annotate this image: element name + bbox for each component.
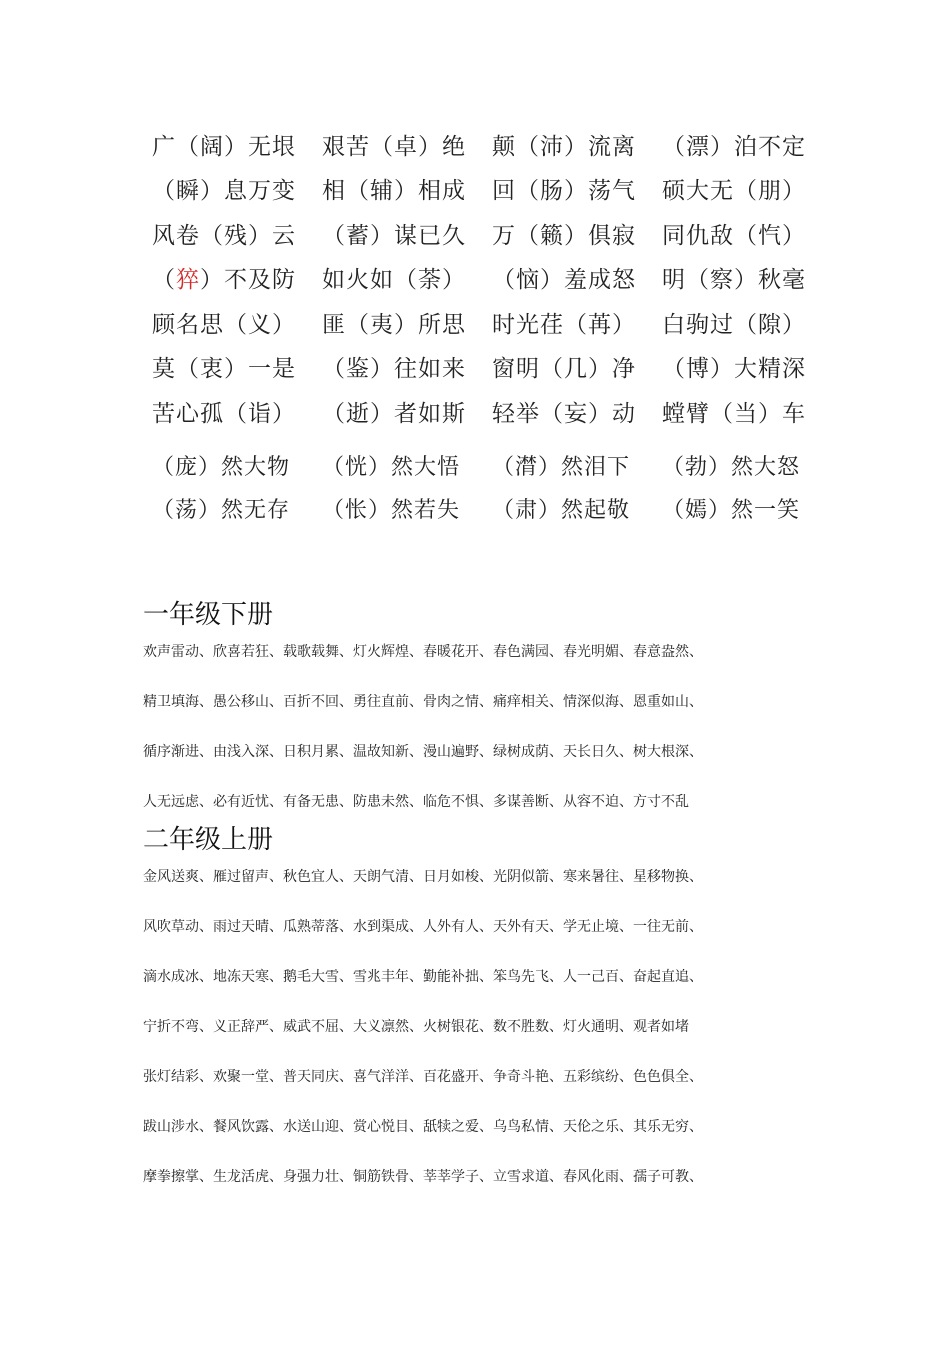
section-title: 一年级下册	[143, 600, 274, 630]
idiom-line: 风吹草动、雨过天晴、瓜熟蒂落、水到渠成、人外有人、天外有天、学无止境、一往无前、	[143, 919, 703, 935]
idiom-cell: 颠（沛）流离	[492, 133, 636, 160]
idiom-cell: （肃）然起敬	[492, 497, 631, 523]
idiom-grid-row	[152, 389, 832, 434]
idiom-cell: 匪（夷）所思	[322, 311, 466, 338]
idiom-cell: （蓄）谋已久	[322, 222, 466, 249]
idiom-line: 摩拳擦掌、生龙活虎、身强力壮、铜筋铁骨、莘莘学子、立雪求道、春风化雨、孺子可教、	[143, 1169, 703, 1185]
idiom-line: 宁折不弯、义正辞严、威武不屈、大义凛然、火树银花、数不胜数、灯火通明、观者如堵	[143, 1019, 689, 1035]
section-title: 二年级上册	[143, 825, 274, 855]
idiom-cell: （勃）然大怒	[662, 454, 801, 480]
idiom-grid-row	[152, 345, 832, 390]
idiom-line: 滴水成冰、地冻天寒、鹅毛大雪、雪兆丰年、勤能补拙、笨鸟先飞、人一己百、奋起直追、	[143, 969, 703, 985]
idiom-grid-row	[152, 122, 832, 167]
idiom-cell: （潸）然泪下	[492, 454, 631, 480]
idiom-cell: 轻举（妄）动	[492, 400, 636, 427]
idiom-grid-row	[152, 444, 832, 487]
idiom-list	[143, 642, 783, 812]
idiom-grid-bottom	[152, 444, 832, 530]
idiom-cell: （猝）不及防	[152, 267, 296, 294]
idiom-cell: （鉴）往如来	[322, 356, 466, 383]
idiom-cell: （嫣）然一笑	[662, 497, 801, 523]
idiom-cell: （恼）羞成怒	[492, 267, 636, 294]
idiom-cell: （荡）然无存	[152, 497, 291, 523]
idiom-line: 循序渐进、由浅入深、日积月累、温故知新、漫山遍野、绿树成荫、天长日久、树大根深、	[143, 744, 703, 760]
idiom-grid-row	[152, 487, 832, 530]
idiom-cell: 回（肠）荡气	[492, 178, 636, 205]
idiom-line: 人无远虑、必有近忧、有备无患、防患未然、临危不惧、多谋善断、从容不迫、方寸不乱	[143, 794, 689, 810]
idiom-cell: （恍）然大悟	[322, 454, 461, 480]
idiom-cell: 窗明（几）净	[492, 356, 636, 383]
idiom-line: 跋山涉水、餐风饮露、水送山迎、赏心悦目、舐犊之爱、乌鸟私情、天伦之乐、其乐无穷、	[143, 1119, 703, 1135]
highlighted-character: 猝	[176, 267, 200, 294]
idiom-cell: 同仇敌（忾）	[662, 222, 806, 249]
idiom-cell: 如火如（荼）	[322, 267, 466, 294]
idiom-line: 张灯结彩、欢聚一堂、普天同庆、喜气洋洋、百花盛开、争奇斗艳、五彩缤纷、色色俱全、	[143, 1069, 703, 1085]
idiom-list	[143, 867, 783, 1187]
idiom-cell: 相（辅）相成	[322, 178, 466, 205]
idiom-cell: 苦心孤（诣）	[152, 400, 296, 427]
idiom-cell: （怅）然若失	[322, 497, 461, 523]
idiom-cell: 时光荏（苒）	[492, 311, 636, 338]
idiom-cell: （博）大精深	[662, 356, 806, 383]
idiom-grid-row	[152, 211, 832, 256]
idiom-line: 金风送爽、雁过留声、秋色宜人、天朗气清、日月如梭、光阴似箭、寒来暑往、星移物换、	[143, 869, 703, 885]
idiom-cell: 艰苦（卓）绝	[322, 133, 466, 160]
idiom-cell: （漂）泊不定	[662, 133, 806, 160]
idiom-grid-row	[152, 167, 832, 212]
idiom-cell: 万（籁）俱寂	[492, 222, 636, 249]
idiom-cell: 莫（衷）一是	[152, 356, 296, 383]
idiom-grid-top	[152, 122, 832, 434]
section-grade2-first	[143, 825, 783, 1187]
idiom-cell: 螳臂（当）车	[662, 400, 806, 427]
section-grade1-second	[143, 600, 783, 812]
idiom-cell: 广（阔）无垠	[152, 133, 296, 160]
idiom-cell: 顾名思（义）	[152, 311, 296, 338]
idiom-line: 欢声雷动、欣喜若狂、载歌载舞、灯火辉煌、春暖花开、春色满园、春光明媚、春意盎然、	[143, 644, 703, 660]
idiom-grid-row	[152, 256, 832, 301]
idiom-cell: 明（察）秋毫	[662, 267, 806, 294]
idiom-cell: （庞）然大物	[152, 454, 291, 480]
idiom-line: 精卫填海、愚公移山、百折不回、勇往直前、骨肉之情、痛痒相关、情深似海、恩重如山、	[143, 694, 703, 710]
idiom-cell: （瞬）息万变	[152, 178, 296, 205]
idiom-grid-row	[152, 300, 832, 345]
idiom-fill-grid	[152, 122, 832, 530]
idiom-cell: （逝）者如斯	[322, 400, 466, 427]
idiom-cell: 风卷（残）云	[152, 222, 296, 249]
idiom-cell: 硕大无（朋）	[662, 178, 806, 205]
idiom-cell: 白驹过（隙）	[662, 311, 806, 338]
